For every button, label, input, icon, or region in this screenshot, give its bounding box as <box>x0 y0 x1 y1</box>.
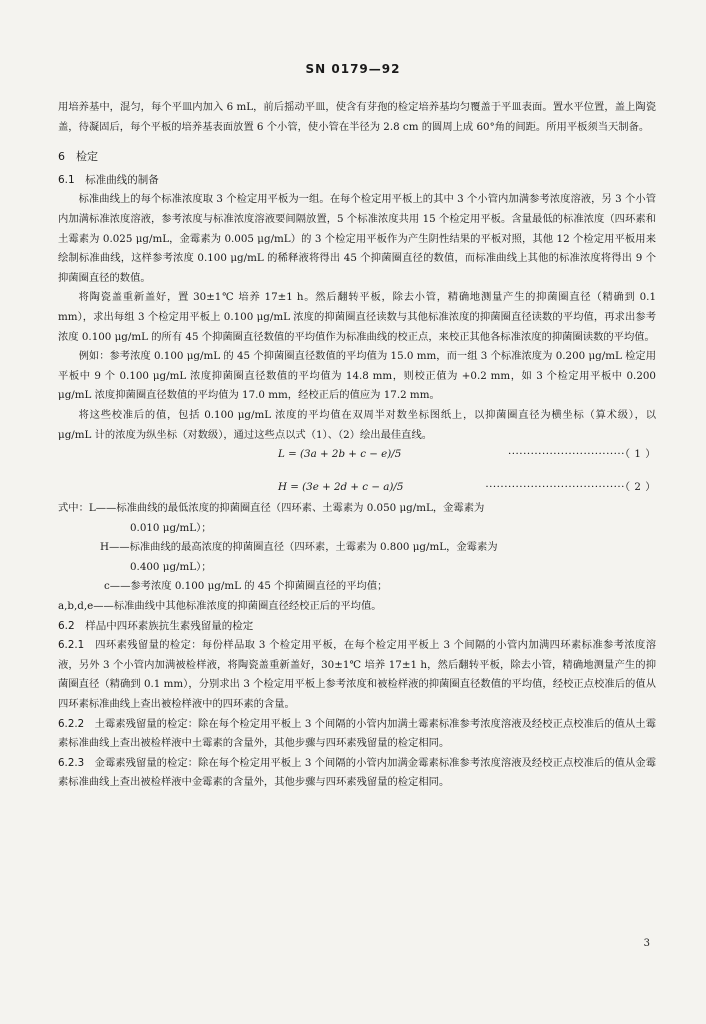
paragraph-continuation: 用培养基中，混匀，每个平皿内加入 6 mL，前后摇动平皿，使含有芽孢的检定培养基均匀覆盖于平皿表面。置水平位置，盖上陶瓷盖，待凝固后，每个平板的培养基表面放置 6 个小管，使小管在半径为 2.8 cm 的圆周上成 60°角的间距。所用平板须当天制备。 <box>58 101 656 133</box>
formula-1-expression: L = (3a + 2b + c − e)/5 <box>278 448 402 461</box>
definition-L-line1: 式中：L——标准曲线的最低浓度的抑菌圈直径（四环素、土霉素为 0.050 μg/mL，金霉素为 <box>58 502 485 515</box>
paragraph-6-1-b: 将陶瓷盖重新盖好，置 30±1℃ 培养 17±1 h。然后翻转平板，除去小管，精确地测量产生的抑菌圈直径（精确到 0.1 mm），求出每组 3 个检定用平板上 0.100 μg/mL 浓度的抑菌圈直径读数与其他标准浓度的抑菌圈直径读数的平均值，再求出参考浓度 0.100 μg/mL 的所有 45 个抑菌圈直径数值的平均值作为标准曲线的校正点，来校正其他各标准浓度的抑菌圈读数的平均值。 <box>58 291 656 343</box>
formula-2-expression: H = (3e + 2d + c − a)/5 <box>278 481 404 494</box>
section-6-2-3-number: 6.2.3 <box>58 756 85 769</box>
definition-L-line2: 0.010 μg/mL）； <box>130 521 212 534</box>
formula-2-number: ·····································（ 2 ） <box>485 481 656 494</box>
section-6-2-2-number: 6.2.2 <box>58 717 85 730</box>
paragraph-6-2-2 <box>58 715 656 754</box>
standard-number-header: SN 0179—92 <box>305 62 401 76</box>
section-6-2-3-text: 金霉素残留量的检定：除在每个检定用平板上 3 个间隔的小管内加满金霉素标准参考浓度溶液及经校正点校准后的值从金霉素标准曲线上查出被检样液中金霉素的含量外，其他步骤与四环素残留量的检定相同。 <box>58 756 657 789</box>
page-number: 3 <box>643 938 650 949</box>
section-6-2-1-number: 6.2.1 <box>58 639 85 652</box>
document-body <box>58 98 656 793</box>
paragraph-6-2-3 <box>58 754 656 793</box>
paragraph-6-1-c: 例如：参考浓度 0.100 μg/mL 的 45 个抑菌圈直径数值的平均值为 15.0 mm，而一组 3 个标准浓度为 0.200 μg/mL 检定用平板中 9 个 0.100 μg/mL 浓度抑菌圈直径数值的平均值为 14.8 mm，则校正值为 +0.2 mm，如 3 个检定用平板中 0.200 μg/mL 浓度抑菌圈直径数值的平均值为 17.0 mm，经校正后的值应为 17.2 mm。 <box>58 350 656 402</box>
formula-2 <box>58 478 656 499</box>
section-6-2-heading: 6.2 样品中四环素族抗生素残留量的检定 <box>58 619 254 632</box>
section-6-1-heading: 6.1 标准曲线的制备 <box>58 173 159 186</box>
formula-1 <box>58 445 656 466</box>
paragraph-6-2-1 <box>58 636 656 714</box>
formula-1-number: ·······························（ 1 ） <box>507 448 656 461</box>
definition-H-line1: H——标准曲线的最高浓度的抑菌圈直径（四环素，土霉素为 0.800 μg/mL，金霉素为 <box>100 541 498 554</box>
definition-H-line2: 0.400 μg/mL）； <box>130 560 212 573</box>
section-6-2-1-text: 四环素残留量的检定：每份样品取 3 个检定用平板，在每个检定用平板上 3 个间隔的小管内加满四环素标准参考浓度溶液，另外 3 个小管内加满被检样液，将陶瓷盖重新盖好，30±1℃ 培养 17±1 h，然后翻转平板，除去小管，精确地测量产生的抑菌圈直径（精确到 0.1 mm），分别求出 3 个检定用平板上参考浓度和被检样液的抑菌圈直径数值的平均值，经校正点校准后的值从四环素标准曲线上查出被检样液中的四环素的含量。 <box>58 639 656 711</box>
paragraph-6-1-a: 标准曲线上的每个标准浓度取 3 个检定用平板为一组。在每个检定用平板上的其中 3 个小管内加满参考浓度溶液，另 3 个小管内加满标准浓度溶液，参考浓度与标准浓度溶液要间隔放置，5 个标准浓度共用 15 个检定用平板。含量最低的标准浓度（四环素和土霉素为 0.025 μg/mL，金霉素为 0.005 μg/mL）的 3 个检定用平板作为产生阴性结果的平板对照，其他 12 个检定用平板用来绘制标准曲线，这样参考浓度 0.100 μg/mL 的稀释液将得出 45 个抑菌圈直径的数值，而标准曲线上其他的标准浓度将得出 9 个抑菌圈直径的数值。 <box>58 193 656 284</box>
paragraph-6-1-d: 将这些校准后的值，包括 0.100 μg/mL 浓度的平均值在双周半对数坐标图纸上，以抑菌圈直径为横坐标（算术级），以 μg/mL 计的浓度为纵坐标（对数级），通过这些点以式（1）、（2）绘出最佳直线。 <box>58 408 656 441</box>
definition-c: c——参考浓度 0.100 μg/mL 的 45 个抑菌圈直径的平均值； <box>104 580 388 593</box>
definition-abde: a,b,d,e——标准曲线中其他标准浓度的抑菌圈直径经校正后的平均值。 <box>58 600 382 613</box>
section-6-heading: 6 检定 <box>58 150 98 164</box>
section-6-2-2-text: 土霉素残留量的检定：除在每个检定用平板上 3 个间隔的小管内加满土霉素标准参考浓度溶液及经校正点校准后的值从土霉素标准曲线上查出被检样液中土霉素的含量外，其他步骤与四环素残留量的检定相同。 <box>58 717 657 750</box>
